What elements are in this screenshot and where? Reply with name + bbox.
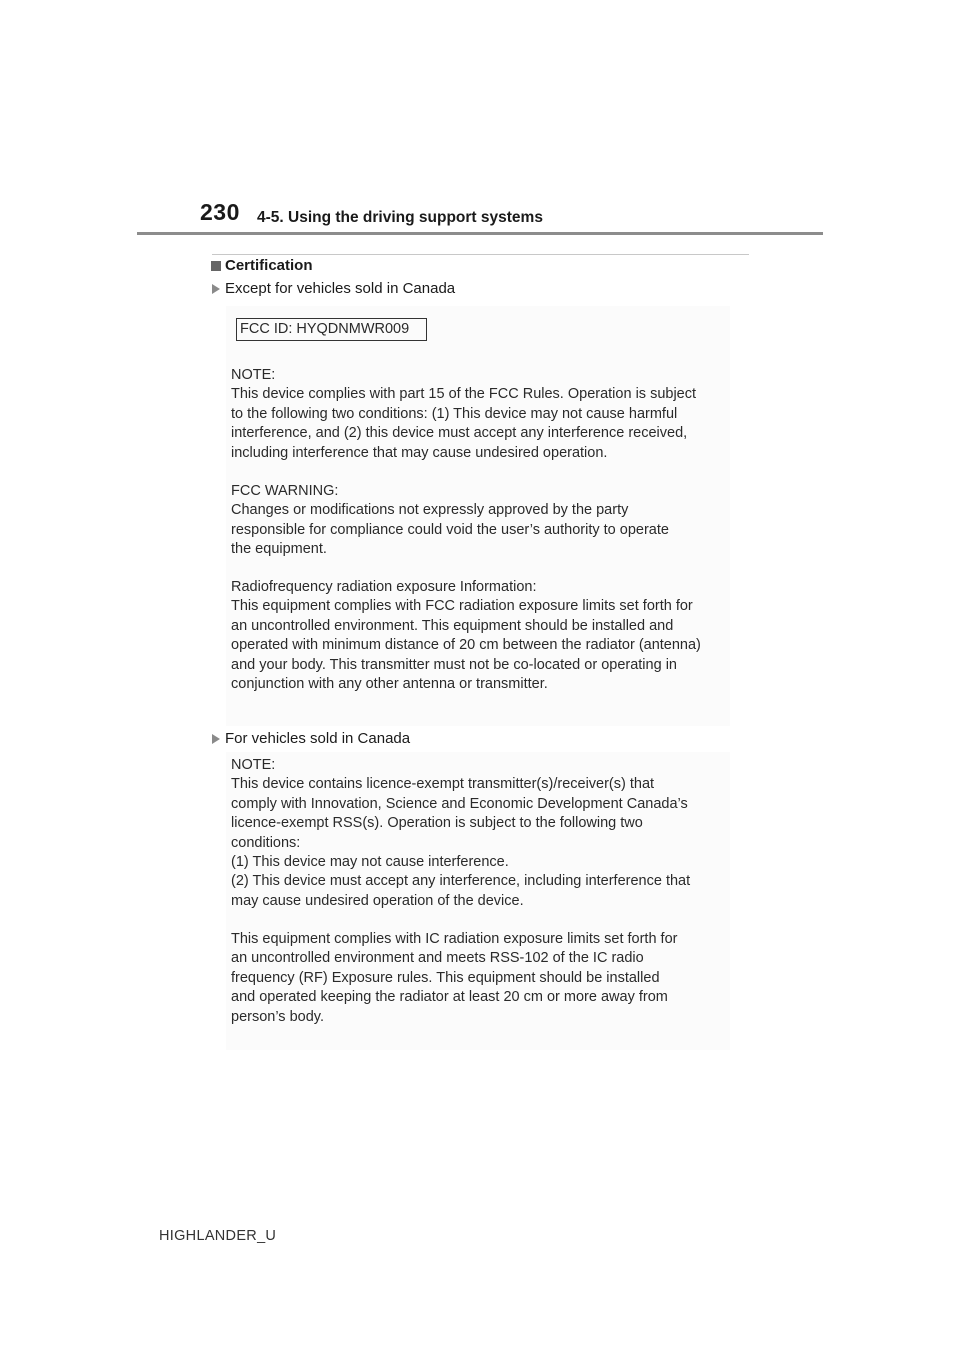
text-line: This equipment complies with IC radiation exposure limits set forth for: [231, 931, 678, 947]
text-line: including interference that may cause undesired operation.: [231, 444, 608, 461]
fcc-warning-paragraph: [231, 482, 669, 560]
text-line: an uncontrolled environment. This equipment should be installed and: [231, 617, 674, 634]
footer-model: HIGHLANDER_U: [159, 1228, 277, 1244]
text-line: FCC WARNING:: [231, 483, 339, 499]
bullet-except-canada: [212, 280, 455, 297]
text-line: This equipment complies with FCC radiation exposure limits set forth for: [231, 598, 693, 615]
text-line: licence-exempt RSS(s). Operation is subject to the following two: [231, 815, 643, 832]
text-line: person’s body.: [231, 1008, 324, 1025]
text-line: may cause undesired operation of the device.: [231, 892, 524, 909]
text-line: responsible for compliance could void the user’s authority to operate: [231, 521, 669, 538]
text-line: This device complies with part 15 of the FCC Rules. Operation is subject: [231, 386, 697, 403]
certification-heading: [211, 257, 313, 274]
triangle-arrow-icon: [212, 284, 220, 294]
text-line: operated with minimum distance of 20 cm between the radiator (antenna): [231, 637, 701, 654]
section-title: 4-5. Using the driving support systems: [257, 209, 543, 226]
fcc-id-box: FCC ID: HYQDNMWR009: [236, 318, 427, 341]
fcc-note-paragraph: [231, 366, 696, 463]
text-line: the equipment.: [231, 541, 327, 558]
text-line: and your body. This transmitter must not be co-located or operating in: [231, 656, 677, 673]
certification-heading-text: Certification: [225, 257, 313, 274]
text-line: Radiofrequency radiation exposure Information:: [231, 579, 537, 595]
text-line: to the following two conditions: (1) This device may not cause harmful: [231, 405, 678, 422]
text-line: conjunction with any other antenna or transmitter.: [231, 676, 548, 693]
bullet-canada: [212, 730, 410, 747]
text-line: and operated keeping the radiator at least 20 cm or more away from: [231, 989, 668, 1006]
triangle-arrow-icon: [212, 734, 220, 744]
bullet-canada-text: For vehicles sold in Canada: [225, 730, 411, 747]
text-line: frequency (RF) Exposure rules. This equipment should be installed: [231, 969, 660, 986]
text-line: NOTE:: [231, 367, 276, 383]
thin-rule: [212, 254, 749, 255]
text-line: interference, and (2) this device must accept any interference received,: [231, 425, 688, 442]
ic-note-paragraph: [231, 756, 690, 911]
page-number: 230: [200, 199, 240, 225]
header-rule: [137, 232, 823, 235]
text-line: conditions:: [231, 834, 301, 851]
text-line: Changes or modifications not expressly approved by the party: [231, 502, 629, 519]
bullet-except-canada-text: Except for vehicles sold in Canada: [225, 280, 456, 297]
text-line: (1) This device may not cause interference.: [231, 854, 509, 871]
text-line: This device contains licence-exempt transmitter(s)/receiver(s) that: [231, 776, 655, 793]
text-line: comply with Innovation, Science and Economic Development Canada’s: [231, 795, 688, 812]
fcc-radiation-paragraph: [231, 578, 701, 694]
square-bullet-icon: [211, 261, 221, 271]
text-line: an uncontrolled environment and meets RSS-102 of the IC radio: [231, 950, 644, 967]
ic-radiation-paragraph: [231, 930, 677, 1027]
text-line: NOTE:: [231, 757, 276, 773]
text-line: (2) This device must accept any interference, including interference that: [231, 873, 691, 890]
